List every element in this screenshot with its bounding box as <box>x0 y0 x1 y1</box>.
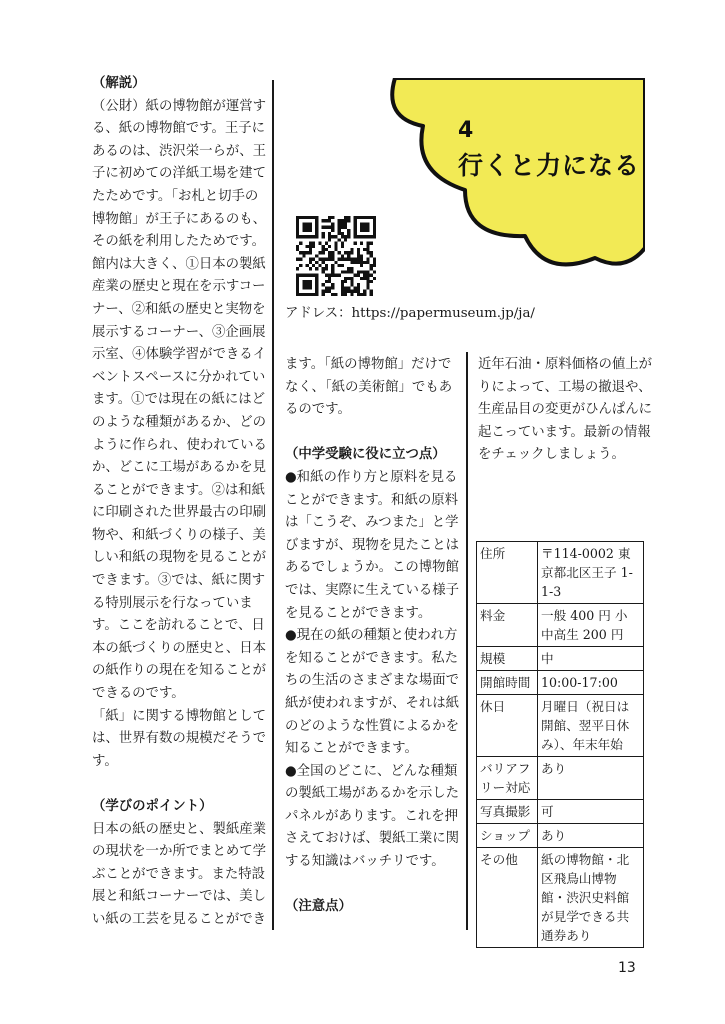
text-line: 日本の紙の歴史と、製紙産業 <box>92 821 267 837</box>
text-line: する知識はバッチリです。 <box>285 854 445 870</box>
text-line: 示室、④体験学習ができるイ <box>92 347 267 363</box>
text-line: ことができます。和紙の原料 <box>285 492 459 508</box>
info-row <box>477 800 644 824</box>
text-line: 近年石油・原料価格の値上が <box>478 357 653 372</box>
column-3 <box>478 354 656 467</box>
info-key: 住所 <box>477 542 538 604</box>
text-line: ます。「紙の博物館」だけで <box>285 357 452 372</box>
column-rule-left <box>272 80 274 930</box>
text-line: 本の紙づくりの歴史と、日本 <box>92 640 267 656</box>
text-line: 展と和紙コーナーでは、美し <box>92 889 267 905</box>
info-key: 料金 <box>477 604 538 647</box>
text-line: ナー、②和紙の歴史と実物を <box>92 301 266 317</box>
info-value: 10:00-17:00 <box>538 671 644 695</box>
info-value: 月曜日（祝日は開館、翌平日休み）、年末年始 <box>538 695 644 757</box>
text-line: 生産品目の変更がひんぱんに <box>478 402 653 418</box>
text-line: ●現在の紙の種類と使われ方 <box>285 628 458 644</box>
text-line: ちの生活のさまざまな場面で <box>285 673 460 689</box>
text-line: ます。①では現在の紙にはど <box>92 392 266 408</box>
text-line: ることができます。②は和紙 <box>92 482 266 498</box>
text-line: を見ることができます。 <box>285 605 432 621</box>
blank-line <box>285 422 463 445</box>
text-line: ベントスペースに分かれてい <box>92 369 266 385</box>
blank-line <box>92 773 270 796</box>
text-line: ●全国のどこに、どんな種類 <box>285 763 458 779</box>
blank-line <box>285 874 463 897</box>
info-key: その他 <box>477 848 538 948</box>
text-line: なく、「紙の美術館」でもあ <box>285 379 453 395</box>
text-line: しい和紙の現物を見ることが <box>92 550 267 566</box>
text-line: パネルがあります。これを押 <box>285 808 459 824</box>
text-line: 知ることができます。 <box>285 741 418 757</box>
text-line: ように作られ、使われている <box>92 437 267 453</box>
info-key: 規模 <box>477 647 538 671</box>
info-value: 〒114-0002 東京都北区王子 1-1-3 <box>538 542 644 604</box>
text-line: 「紙」に関する博物館として <box>92 708 267 724</box>
info-row <box>477 757 644 800</box>
info-key: 休日 <box>477 695 538 757</box>
text-line: びますが、現物を見たことは <box>285 537 460 553</box>
text-line: さえておけば、製紙工業に関 <box>285 831 460 847</box>
text-line: す。 <box>92 753 118 769</box>
text-line: （公財）紙の博物館が運営す <box>92 98 267 114</box>
info-key: ショップ <box>477 824 538 848</box>
text-line: の現状を一か所でまとめて学 <box>92 844 267 860</box>
text-line: その紙を利用したためです。 <box>92 234 266 250</box>
text-line: 博物館」が王子にあるのも、 <box>92 211 267 227</box>
text-line: る、紙の博物館です。王子に <box>92 121 266 137</box>
text-line: か、どこに工場があるかを見 <box>92 460 267 476</box>
info-key: バリアフリー対応 <box>477 757 538 800</box>
text-line: あるでしょうか。この博物館 <box>285 560 459 576</box>
section-heading: （注意点） <box>285 899 352 915</box>
text-line: 産業の歴史と現在を示すコー <box>92 279 266 295</box>
museum-info-table <box>476 541 644 948</box>
info-row <box>477 824 644 848</box>
qr-code-icon <box>296 216 376 296</box>
text-line: あるのは、渋沢栄一らが、王 <box>92 143 267 159</box>
text-line: 物や、和紙づくりの様子、美 <box>92 527 266 543</box>
text-line: を知ることができます。私た <box>285 650 459 666</box>
text-line: は「こうぞ、みつまた」と学 <box>285 515 459 531</box>
text-line: のような種類があるか、どの <box>92 414 267 430</box>
page-number: 13 <box>618 960 636 976</box>
info-value: 紙の博物館・北区飛鳥山博物館・渋沢史料館が見学できる共通券あり <box>538 848 644 948</box>
text-line: 館内は大きく、①日本の製紙 <box>92 256 266 272</box>
text-line: りによって、工場の撤退や、 <box>478 379 652 395</box>
text-line: ●和紙の作り方と原料を見る <box>285 469 458 485</box>
text-line: は、世界有数の規模だそうで <box>92 731 267 747</box>
text-line: 紙が使われますが、それは紙 <box>285 695 460 711</box>
text-line: 起こっています。最新の情報 <box>478 424 651 440</box>
section-heading: （解説） <box>92 76 146 91</box>
text-line: できるのです。 <box>92 686 185 702</box>
info-value: 一般 400 円 小中高生 200 円 <box>538 604 644 647</box>
text-line: では、実際に生えている様子 <box>285 582 460 598</box>
info-key: 開館時間 <box>477 671 538 695</box>
text-line: す。ここを訪れることで、日 <box>92 618 265 634</box>
text-line: ぶことができます。また特設 <box>92 866 266 882</box>
column-rule-right <box>466 352 468 930</box>
info-value: あり <box>538 824 644 848</box>
text-line: たためです。「お札と切手の <box>92 188 259 204</box>
text-line: 展示するコーナー、③企画展 <box>92 324 266 340</box>
text-line: る特別展示を行なっていま <box>92 595 253 611</box>
museum-url: アドレス：https://papermuseum.jp/ja/ <box>285 306 535 321</box>
info-value: 中 <box>538 647 644 671</box>
text-line: 子に初めての洋紙工場を建て <box>92 166 267 182</box>
chapter-number: 4 <box>458 118 474 143</box>
text-line: の製紙工場があるかを示した <box>285 786 460 802</box>
info-value: 可 <box>538 800 644 824</box>
info-row <box>477 647 644 671</box>
info-row <box>477 604 644 647</box>
section-heading: （学びのポイント） <box>92 799 213 814</box>
section-heading: （中学受験に役に立つ点） <box>285 447 446 463</box>
info-row <box>477 695 644 757</box>
info-row <box>477 671 644 695</box>
chapter-title: 行くと力になる <box>458 151 641 180</box>
text-line: るのです。 <box>285 402 351 418</box>
text-line: の紙作りの現在を知ることが <box>92 663 267 679</box>
info-key: 写真撮影 <box>477 800 538 824</box>
text-line: のどのような性質によるかを <box>285 718 460 734</box>
text-line: をチェックしましょう。 <box>478 447 625 463</box>
info-value: あり <box>538 757 644 800</box>
info-row <box>477 848 644 948</box>
text-line: できます。③では、紙に関す <box>92 573 266 589</box>
text-line: に印刷された世界最古の印刷 <box>92 505 267 521</box>
column-1 <box>92 73 270 932</box>
info-row <box>477 542 644 604</box>
text-line: い紙の工芸を見ることができ <box>92 911 267 927</box>
column-2 <box>285 354 463 919</box>
